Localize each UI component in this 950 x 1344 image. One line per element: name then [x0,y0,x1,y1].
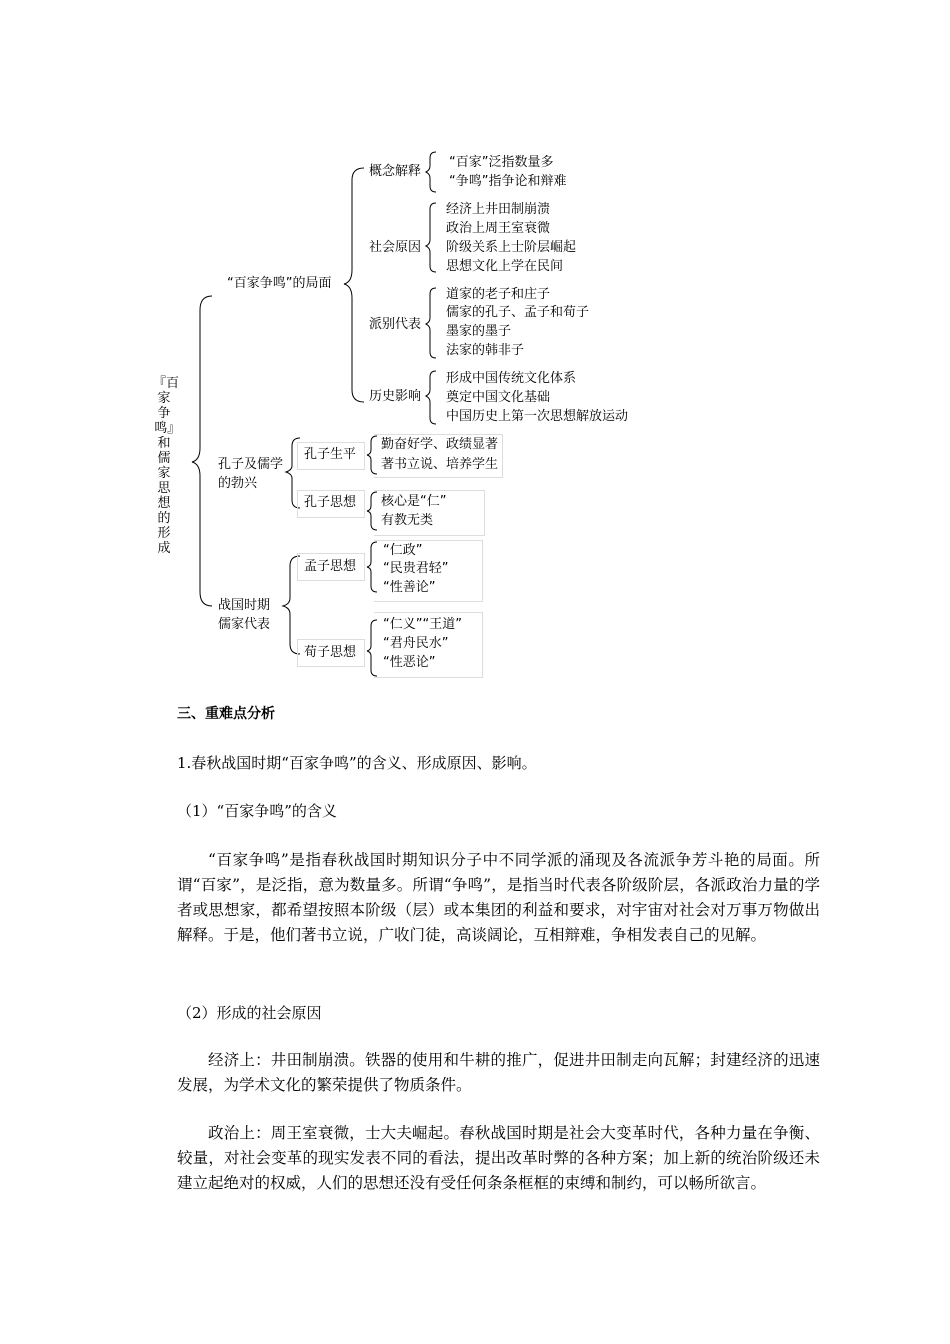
node-social-cause: 社会原因 [369,240,422,255]
subheading-1: （1）“百家争鸣”的含义 [177,802,337,820]
leaf: “性恶论” [383,655,436,670]
node-mencius: 孟子思想 [304,559,357,574]
node-influence: 历史影响 [369,389,422,404]
leaf: 墨家的墨子 [446,324,512,339]
leaf: 思想文化上学在民间 [446,259,564,274]
leaf: 有教无类 [381,513,434,528]
branch-confucius-line2: 的勃兴 [218,476,258,491]
leaf: 经济上井田制崩溃 [446,202,551,217]
leaf: 勤奋好学、政绩显著 [381,437,499,452]
leaf: “性善论” [383,580,436,595]
leaf: 形成中国传统文化体系 [446,371,577,386]
branch-warring-states-line2: 儒家代表 [218,617,271,632]
leaf: “仁政” [383,543,423,558]
branch-confucius-line1: 孔子及儒学 [218,457,284,472]
branch-warring-states-line1: 战国时期 [218,598,271,613]
leaf: 核心是“仁” [381,494,447,509]
node-schools: 派别代表 [369,317,422,332]
diagram-root-title: 『百家争鸣』和儒家思想的形成 [153,376,180,556]
leaf: 道家的老子和庄子 [446,287,551,302]
leaf: 儒家的孔子、孟子和荀子 [446,305,590,320]
leaf: 中国历史上第一次思想解放运动 [446,409,629,424]
leaf: 阶级关系上士阶层崛起 [446,240,577,255]
paragraph-meaning: “百家争鸣”是指春秋战国时期知识分子中不同学派的涌现及各流派争芳斗艳的局面。所谓“百家”，是泛指，意为数量多。所谓“争鸣”，是指当时代表各阶级阶层，各派政治力量的学者或思想家，都希望按照本阶级（层）或本集团的利益和要求，对宇宙对社会对万事万物做出解释。于是，他们著书立说，广收门徒，高谈阔论，互相辩难，争相发表自己的见解。 [177,851,820,944]
subheading-2: （2）形成的社会原因 [177,1004,322,1022]
leaf: “仁义”“王道” [383,617,462,632]
leaf: 法家的韩非子 [446,343,525,358]
leaf: 政治上周王室衰微 [446,221,551,236]
branch-hundred-schools: “百家争鸣”的局面 [227,276,332,291]
leaf: “争鸣”指争论和辩难 [449,174,567,189]
question-1: 1.春秋战国时期“百家争鸣”的含义、形成原因、影响。 [177,754,537,772]
paragraph-politics: 政治上：周王室衰微，士大夫崛起。春秋战国时期是社会大变革时代，各种力量在争衡、较量，对社会变革的现实发表不同的看法，提出改革时弊的各种方案；加上新的统治阶级还未建立起绝对的权威，人们的思想还没有受任何条条框框的束缚和制约，可以畅所欲言。 [177,1124,820,1192]
leaf: 奠定中国文化基础 [446,390,551,405]
leaf: “君舟民水” [383,636,449,651]
node-concept: 概念解释 [369,164,422,179]
node-confucius-thought: 孔子思想 [304,495,357,510]
leaf: “民贵君轻” [383,561,449,576]
paragraph-economy: 经济上：井田制崩溃。铁器的使用和牛耕的推广，促进井田制走向瓦解；封建经济的迅速发展，为学术文化的繁荣提供了物质条件。 [177,1051,820,1094]
node-confucius-life: 孔子生平 [304,447,357,462]
node-xunzi: 荀子思想 [304,645,357,660]
leaf: 著书立说、培养学生 [381,457,499,472]
leaf: “百家”泛指数量多 [449,155,554,170]
section-heading: 三、重难点分析 [177,706,275,722]
